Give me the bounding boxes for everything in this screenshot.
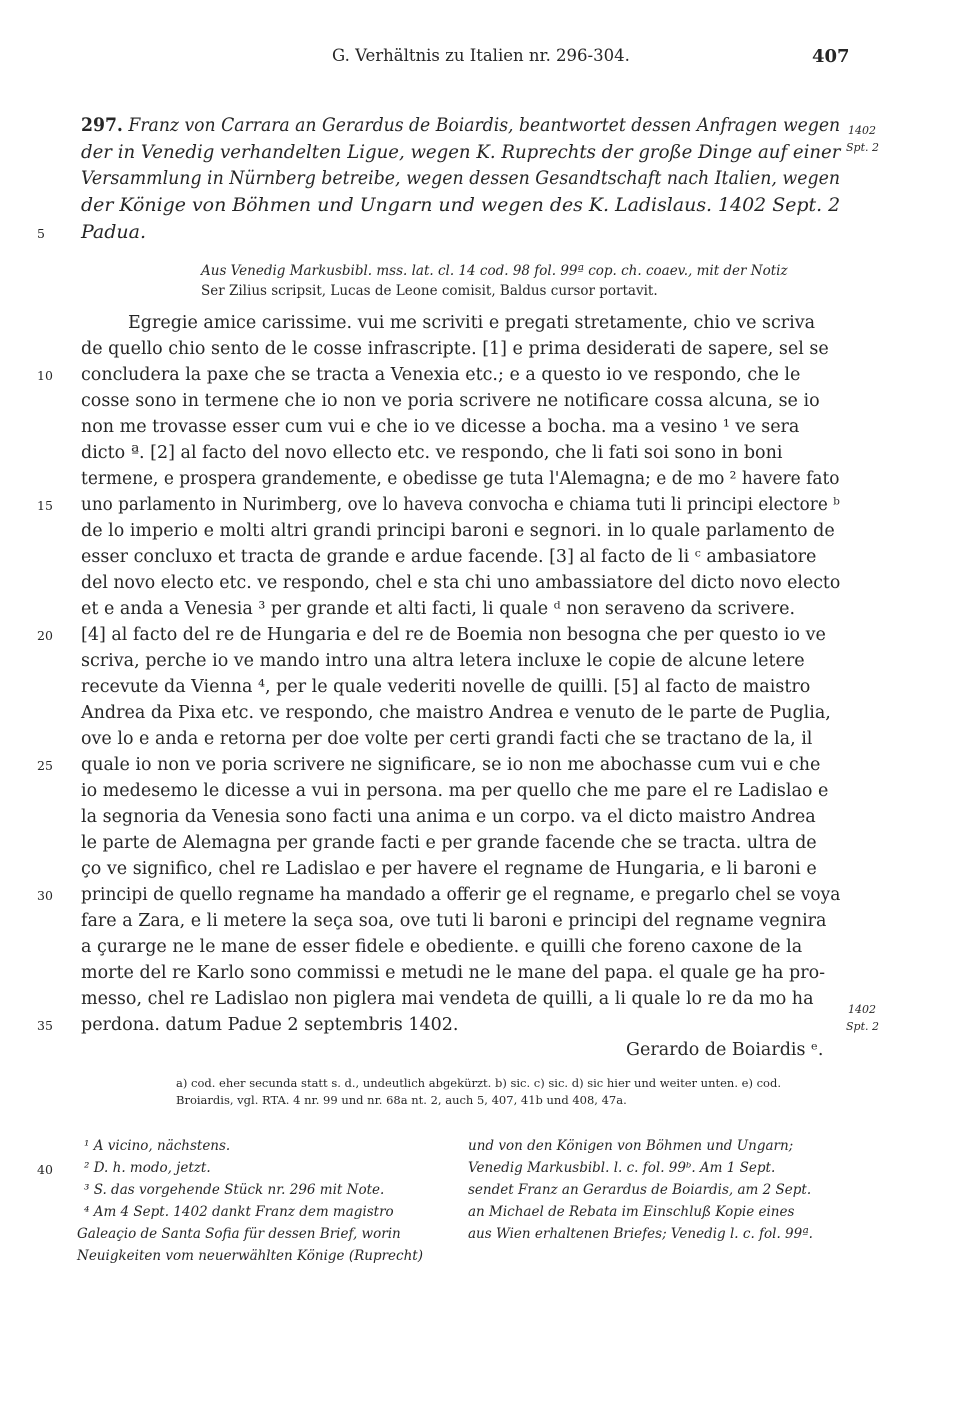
document-number: 297. (81, 114, 123, 136)
body-line-16: Andrea da Pixa etc. ve respondo, che maistro Andrea e venuto de le parte de Puglia, (81, 703, 831, 723)
footnote-right-5: aus Wien erhaltenen Briefes; Venedig l. c. fol. 99ª. (468, 1226, 813, 1242)
body-line-24: fare a Zara, e li metere la seça soa, ove tuti li baroni e principi del regname vegnira (81, 911, 827, 931)
line-number-20: 20 (37, 628, 53, 643)
signature: Gerardo de Boiardis ᵉ. (626, 1040, 824, 1060)
heading-line-2: der in Venedig verhandelten Ligue, wegen K. Ruprechts der große Dinge auf einer (81, 141, 841, 163)
body-line-6: dicto ª. [2] al facto del novo ellecto etc. ve respondo, che li fati soi sono in boni (81, 443, 783, 463)
footnote-4: ⁴ Am 4 Sept. 1402 dankt Franz dem magistro (84, 1204, 394, 1220)
line-number-40: 40 (37, 1162, 53, 1177)
heading-line-3: Versammlung in Nürnberg betreibe, wegen dessen Gesandtschaft nach Italien, wegen (81, 167, 841, 189)
body-line-23: principi de quello regname ha mandado a offerir ge el regname, e pregarlo chel se voya (81, 885, 841, 905)
heading-line-5: Padua. (81, 221, 147, 243)
footnote-right-2: Venedig Markusbibl. l. c. fol. 99ᵇ. Am 1 Sept. (468, 1160, 776, 1176)
body-line-18: quale io non ve poria scrivere ne significare, se io non me abochasse cum vui e che (81, 755, 821, 775)
body-line-28: perdona. datum Padue 2 septembris 1402. (81, 1015, 459, 1035)
body-line-8: uno parlamento in Nurimberg, ove lo haveva convocha e chiama tuti li principi electore ᵇ (81, 495, 840, 515)
body-line-10: esser concluxo et tracta de grande e ardue facende. [3] al facto de li ᶜ ambasiatore (81, 547, 817, 567)
body-line-2: de quello chio sento de le cosse infrascripte. [1] e prima desiderati de sapere, sel se (81, 339, 829, 359)
footnote-1: ¹ A vicino, nächstens. (84, 1138, 231, 1154)
body-line-4: cosse sono in termene che io non ve poria scrivere ne notificare cossa alcuna, se io (81, 391, 820, 411)
body-line-12: et e anda a Venesia ³ per grande et alti facti, li quale ᵈ non seraveno da scrivere. (81, 599, 796, 619)
body-line-19: io medesemo le dicesse a vui in persona. ma per quello che me pare el re Ladislao e (81, 781, 829, 801)
body-line-5: non me trovasse esser cum vui e che io ve dicesse a bocha. ma a vesino ¹ ve sera (81, 417, 800, 437)
body-line-1: Egregie amice carissime. vui me scriviti e pregati stretamente, chio ve scriva (128, 313, 816, 333)
body-line-9: de lo imperio e molti altri grandi principi baroni e segnori. in lo quale parlamento de (81, 521, 835, 541)
line-number-25: 25 (37, 758, 53, 773)
footnote-right-3: sendet Franz an Gerardus de Boiardis, am 2 Sept. (468, 1182, 812, 1198)
critical-note-line-1: a) cod. eher secunda statt s. d., undeutlich abgekürzt. b) sic. c) sic. d) sic hier und weiter unten. e) cod. (176, 1076, 781, 1090)
body-line-26: morte del re Karlo sono commissi e metudi ne le mane del papa. el quale ge ha pro- (81, 963, 826, 983)
margin-date-bottom: Spt. 2 (846, 1020, 879, 1033)
margin-year-top: 1402 (848, 124, 876, 137)
body-line-20: la segnoria da Venesia sono facti una anima e un corpo. va el dicto maistro Andrea (81, 807, 816, 827)
line-number-30: 30 (37, 888, 53, 903)
body-line-7: termene, e prospera grandemente, e obedisse ge tuta l'Alemagna; e de mo ² havere fato (81, 469, 840, 489)
body-line-25: a çurarge ne le mane de esser fidele e obediente. e quilli che foreno caxone de la (81, 937, 803, 957)
source-line-1: Aus Venedig Markusbibl. mss. lat. cl. 14 cod. 98 fol. 99ª cop. ch. coaev., mit der Notiz (201, 263, 788, 279)
margin-year-bottom: 1402 (848, 1003, 876, 1016)
body-line-3: concludera la paxe che se tracta a Venexia etc.; e a questo io ve respondo, che le (81, 365, 801, 385)
body-line-17: ove lo e anda e retorna per doe volte per certi grandi facti che se tractano de la, il (81, 729, 813, 749)
line-number-35: 35 (37, 1018, 53, 1033)
body-line-21: le parte de Alemagna per grande facti e per grande facende che se tracta. ultra de (81, 833, 817, 853)
heading-line-4: der Könige von Böhmen und Ungarn und wegen des K. Ladislaus. 1402 Sept. 2 (81, 194, 841, 216)
footnote-right-1: und von den Königen von Böhmen und Ungarn; (468, 1138, 794, 1154)
running-title: G. Verhältnis zu Italien nr. 296-304. (332, 46, 630, 65)
critical-note-line-2: Broiardis, vgl. RTA. 4 nr. 99 und nr. 68a nt. 2, auch 5, 407, 41b und 408, 47a. (176, 1093, 627, 1107)
footnote-right-4: an Michael de Rebata im Einschluß Kopie eines (468, 1204, 795, 1220)
heading-text-1: Franz von Carrara an Gerardus de Boiardis, beantwortet dessen Anfragen wegen (128, 114, 841, 136)
footnote-2: ² D. h. modo, jetzt. (84, 1160, 211, 1176)
line-number-15: 15 (37, 498, 53, 513)
body-line-13: [4] al facto del re de Hungaria e del re de Boemia non besogna che per questo io ve (81, 625, 826, 645)
body-line-14: scriva, perche io ve mando intro una altra letera incluxe le copie de alcune letere (81, 651, 805, 671)
footnote-3: ³ S. das vorgehende Stück nr. 296 mit Note. (84, 1182, 385, 1198)
line-number-5: 5 (37, 226, 45, 241)
footnote-4-cont-1: Galeaçio de Santa Sofia für dessen Brief, worin (77, 1226, 401, 1242)
heading-line-1 (81, 114, 840, 136)
body-line-15: recevute da Vienna ⁴, per le quale vederiti novelle de quilli. [5] al facto de maistro (81, 677, 811, 697)
body-line-27: messo, chel re Ladislao non piglera mai vendeta de quilli, a li quale lo re da mo ha (81, 989, 814, 1009)
page-number: 407 (812, 46, 850, 67)
body-line-22: ço ve significo, chel re Ladislao e per havere el regname de Hungaria, e li baroni e (81, 859, 817, 879)
body-line-11: del novo electo etc. ve respondo, chel e sta chi uno ambassiatore del dicto novo electo (81, 573, 841, 593)
margin-date-top: Spt. 2 (846, 141, 879, 154)
source-line-2: Ser Zilius scripsit, Lucas de Leone comisit, Baldus cursor portavit. (201, 283, 658, 299)
footnote-4-cont-2: Neuigkeiten vom neuerwählten Könige (Ruprecht) (77, 1248, 423, 1264)
line-number-10: 10 (37, 368, 53, 383)
